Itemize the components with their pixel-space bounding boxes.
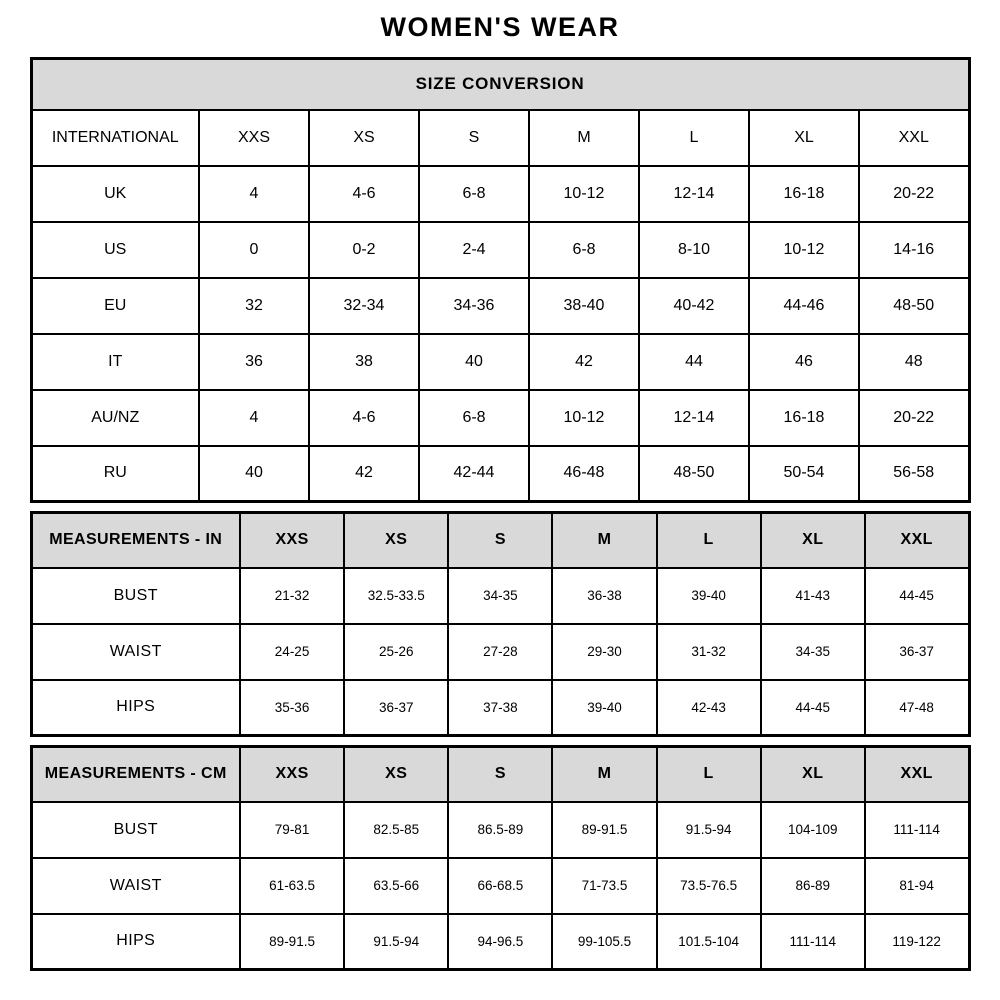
size-header: M [552, 747, 656, 802]
size-header: S [448, 513, 552, 568]
value-cell: 41-43 [761, 568, 865, 624]
size-header: M [552, 513, 656, 568]
value-cell: 40 [199, 446, 309, 502]
value-cell: 50-54 [749, 446, 859, 502]
value-cell: 10-12 [749, 222, 859, 278]
value-cell: 0-2 [309, 222, 419, 278]
value-cell: 99-105.5 [552, 914, 656, 970]
value-cell: 81-94 [865, 858, 969, 914]
page-title: WOMEN'S WEAR [380, 12, 620, 42]
measure-header-row [31, 513, 969, 568]
table-row [31, 446, 969, 502]
row-label: RU [31, 446, 199, 502]
value-cell: 86-89 [761, 858, 865, 914]
value-cell: 34-35 [761, 624, 865, 680]
value-cell: 31-32 [657, 624, 761, 680]
table-row [31, 390, 969, 446]
value-cell: 2-4 [419, 222, 529, 278]
value-cell: 44-45 [865, 568, 969, 624]
measure-title: MEASUREMENTS - IN [31, 513, 240, 568]
size-header: XS [344, 747, 448, 802]
value-cell: 89-91.5 [552, 802, 656, 858]
value-cell: 38 [309, 334, 419, 390]
value-cell: 79-81 [240, 802, 344, 858]
value-cell: 44-45 [761, 680, 865, 736]
row-label: HIPS [31, 914, 240, 970]
row-label: AU/NZ [31, 390, 199, 446]
value-cell: 34-36 [419, 278, 529, 334]
value-cell: 34-35 [448, 568, 552, 624]
value-cell: 4-6 [309, 166, 419, 222]
value-cell: 42 [309, 446, 419, 502]
size-conversion-table [30, 57, 971, 503]
value-cell: 48 [859, 334, 969, 390]
size-header: XL [761, 513, 865, 568]
table-title-row [31, 59, 969, 110]
value-cell: 86.5-89 [448, 802, 552, 858]
value-cell: 8-10 [639, 222, 749, 278]
value-cell: 6-8 [529, 222, 639, 278]
value-cell: 10-12 [529, 166, 639, 222]
value-cell: 32.5-33.5 [344, 568, 448, 624]
column-header-size: XXL [859, 110, 969, 166]
value-cell: 6-8 [419, 166, 529, 222]
row-label: UK [31, 166, 199, 222]
value-cell: 16-18 [749, 166, 859, 222]
row-label: US [31, 222, 199, 278]
table-row [31, 334, 969, 390]
value-cell: 42-43 [657, 680, 761, 736]
value-cell: 29-30 [552, 624, 656, 680]
row-label: HIPS [31, 680, 240, 736]
value-cell: 4 [199, 390, 309, 446]
table-row [31, 624, 969, 680]
value-cell: 40 [419, 334, 529, 390]
size-header: XL [761, 747, 865, 802]
table-row [31, 802, 969, 858]
column-header-row [31, 110, 969, 166]
measurements-cm-table [30, 745, 971, 971]
value-cell: 119-122 [865, 914, 969, 970]
value-cell: 4-6 [309, 390, 419, 446]
value-cell: 6-8 [419, 390, 529, 446]
value-cell: 10-12 [529, 390, 639, 446]
table-row [31, 278, 969, 334]
value-cell: 46-48 [529, 446, 639, 502]
table-row [31, 680, 969, 736]
size-header: XS [344, 513, 448, 568]
value-cell: 39-40 [552, 680, 656, 736]
measure-title: MEASUREMENTS - CM [31, 747, 240, 802]
row-label: BUST [31, 568, 240, 624]
row-label: EU [31, 278, 199, 334]
column-header-size: XS [309, 110, 419, 166]
value-cell: 101.5-104 [657, 914, 761, 970]
value-cell: 44 [639, 334, 749, 390]
value-cell: 91.5-94 [657, 802, 761, 858]
size-header: L [657, 513, 761, 568]
value-cell: 14-16 [859, 222, 969, 278]
value-cell: 27-28 [448, 624, 552, 680]
value-cell: 32 [199, 278, 309, 334]
value-cell: 25-26 [344, 624, 448, 680]
value-cell: 61-63.5 [240, 858, 344, 914]
size-header: XXL [865, 513, 969, 568]
value-cell: 73.5-76.5 [657, 858, 761, 914]
value-cell: 111-114 [761, 914, 865, 970]
value-cell: 40-42 [639, 278, 749, 334]
value-cell: 91.5-94 [344, 914, 448, 970]
value-cell: 71-73.5 [552, 858, 656, 914]
value-cell: 36 [199, 334, 309, 390]
table-row [31, 568, 969, 624]
column-header-size: L [639, 110, 749, 166]
value-cell: 46 [749, 334, 859, 390]
value-cell: 12-14 [639, 166, 749, 222]
value-cell: 36-38 [552, 568, 656, 624]
value-cell: 35-36 [240, 680, 344, 736]
column-header-size: XL [749, 110, 859, 166]
column-header-size: XXS [199, 110, 309, 166]
value-cell: 42 [529, 334, 639, 390]
size-header: XXL [865, 747, 969, 802]
value-cell: 21-32 [240, 568, 344, 624]
value-cell: 89-91.5 [240, 914, 344, 970]
size-header: XXS [240, 513, 344, 568]
row-label: WAIST [31, 858, 240, 914]
value-cell: 38-40 [529, 278, 639, 334]
value-cell: 32-34 [309, 278, 419, 334]
value-cell: 44-46 [749, 278, 859, 334]
row-label: BUST [31, 802, 240, 858]
column-header-label: INTERNATIONAL [31, 110, 199, 166]
value-cell: 56-58 [859, 446, 969, 502]
value-cell: 66-68.5 [448, 858, 552, 914]
table-row [31, 222, 969, 278]
value-cell: 12-14 [639, 390, 749, 446]
value-cell: 63.5-66 [344, 858, 448, 914]
value-cell: 36-37 [344, 680, 448, 736]
table-title: SIZE CONVERSION [31, 59, 969, 110]
measurements-in-table [30, 511, 971, 737]
value-cell: 48-50 [639, 446, 749, 502]
value-cell: 24-25 [240, 624, 344, 680]
value-cell: 20-22 [859, 166, 969, 222]
value-cell: 42-44 [419, 446, 529, 502]
value-cell: 4 [199, 166, 309, 222]
value-cell: 37-38 [448, 680, 552, 736]
value-cell: 111-114 [865, 802, 969, 858]
size-header: S [448, 747, 552, 802]
value-cell: 48-50 [859, 278, 969, 334]
size-header: L [657, 747, 761, 802]
value-cell: 104-109 [761, 802, 865, 858]
value-cell: 94-96.5 [448, 914, 552, 970]
row-label: WAIST [31, 624, 240, 680]
size-header: XXS [240, 747, 344, 802]
value-cell: 82.5-85 [344, 802, 448, 858]
value-cell: 0 [199, 222, 309, 278]
column-header-size: M [529, 110, 639, 166]
value-cell: 20-22 [859, 390, 969, 446]
value-cell: 16-18 [749, 390, 859, 446]
value-cell: 36-37 [865, 624, 969, 680]
table-row [31, 914, 969, 970]
table-row [31, 166, 969, 222]
table-row [31, 858, 969, 914]
measure-header-row [31, 747, 969, 802]
value-cell: 47-48 [865, 680, 969, 736]
row-label: IT [31, 334, 199, 390]
value-cell: 39-40 [657, 568, 761, 624]
column-header-size: S [419, 110, 529, 166]
